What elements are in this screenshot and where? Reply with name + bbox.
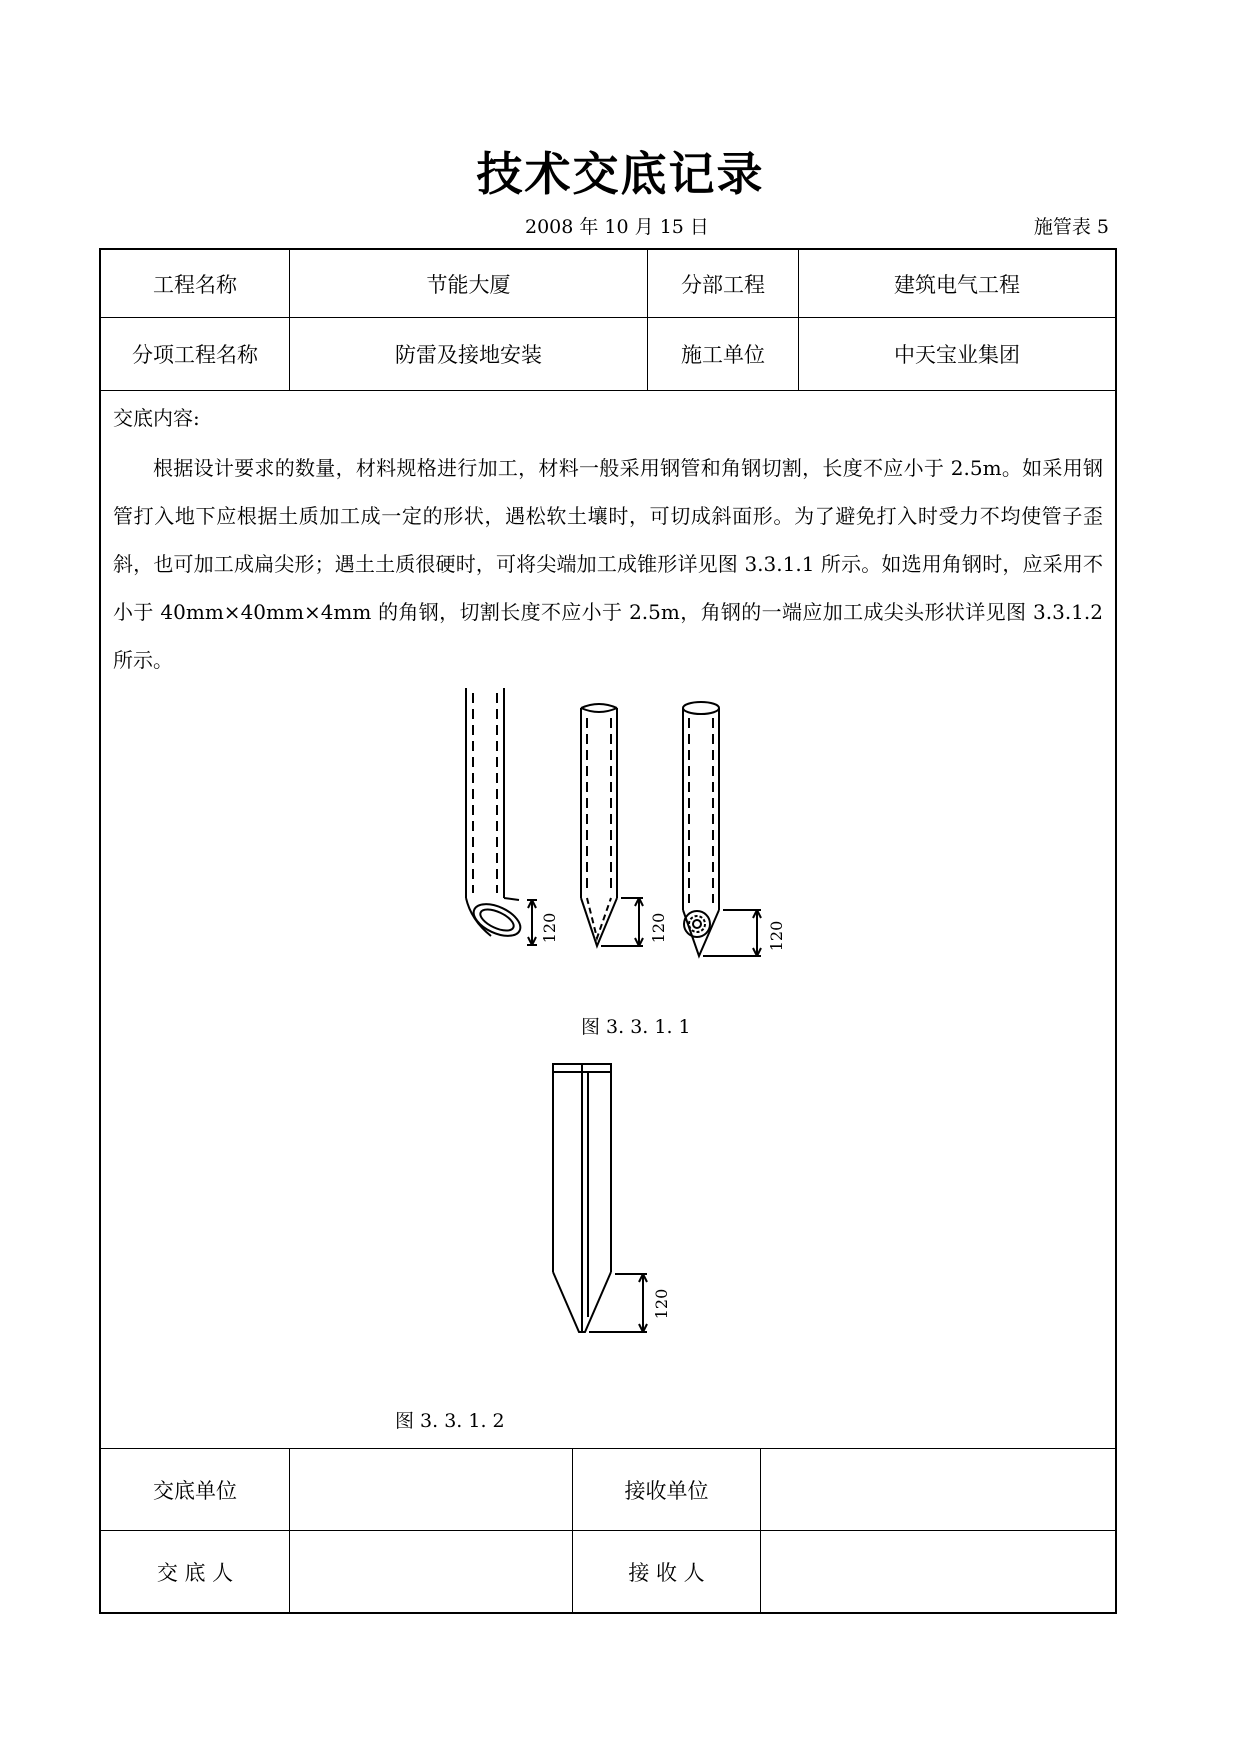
- record-table: [99, 248, 1117, 1614]
- row-divider: [101, 390, 1115, 391]
- figure1-caption: 图 3. 3. 1. 1: [581, 1016, 691, 1038]
- project-name-value: 节能大厦: [426, 272, 511, 297]
- figure-pipe-ends: [461, 688, 891, 978]
- subitem-name-label: 分项工程名称: [132, 343, 258, 367]
- pipe-oblique-cut: [466, 688, 537, 945]
- division-label: 分部工程: [681, 272, 765, 297]
- receiving-unit-value: [761, 1449, 1115, 1530]
- receiving-unit-label: 接收单位: [624, 1478, 709, 1503]
- contractor-value: 中天宝业集团: [894, 343, 1020, 367]
- contractor-label: 施工单位: [681, 343, 765, 367]
- form-number: 施管表 5: [1033, 216, 1109, 238]
- handover-person-label: 交 底 人: [156, 1560, 234, 1585]
- figure2-caption: 图 3. 3. 1. 2: [395, 1410, 505, 1432]
- content-label: 交底内容:: [113, 406, 200, 430]
- division-value: 建筑电气工程: [894, 272, 1020, 297]
- pipe-cone-pointed: [683, 702, 761, 956]
- dim-label-2: 120: [649, 912, 668, 944]
- receiver-label: 接 收 人: [628, 1560, 705, 1585]
- document-date: 2008 年 10 月 15 日: [525, 216, 709, 238]
- dim-label-1: 120: [540, 912, 559, 944]
- figure-angle-steel: [551, 1062, 691, 1342]
- handover-person-value: [290, 1531, 572, 1612]
- pipe-flat-pointed: [581, 704, 643, 946]
- subitem-name-value: 防雷及接地安装: [395, 343, 542, 367]
- project-name-label: 工程名称: [153, 272, 237, 297]
- document-title: 技术交底记录: [476, 147, 765, 201]
- dim-label-3: 120: [767, 920, 786, 952]
- receiver-value: [761, 1531, 1115, 1612]
- content-paragraph: 根据设计要求的数量，材料规格进行加工，材料一般采用钢管和角钢切割，长度不应小于 2.5m。如采用钢管打入地下应根据土质加工成一定的形状，遇松软土壤时，可切成斜面形。为了避免打入时受力不均使管子歪斜，也可加工成扁尖形；遇土土质很硬时，可将尖端加工成锥形详见图 3.3.1.1 所示。如选用角钢时，应采用不小于 40mm×40mm×4mm 的角钢，切割长度不应小于 2.5m，角钢的一端应加工成尖头形状详见图 3.3.1.2 所示。: [113, 456, 1103, 672]
- handover-unit-value: [290, 1449, 572, 1530]
- handover-unit-label: 交底单位: [153, 1478, 237, 1503]
- dim-label-4: 120: [652, 1288, 671, 1320]
